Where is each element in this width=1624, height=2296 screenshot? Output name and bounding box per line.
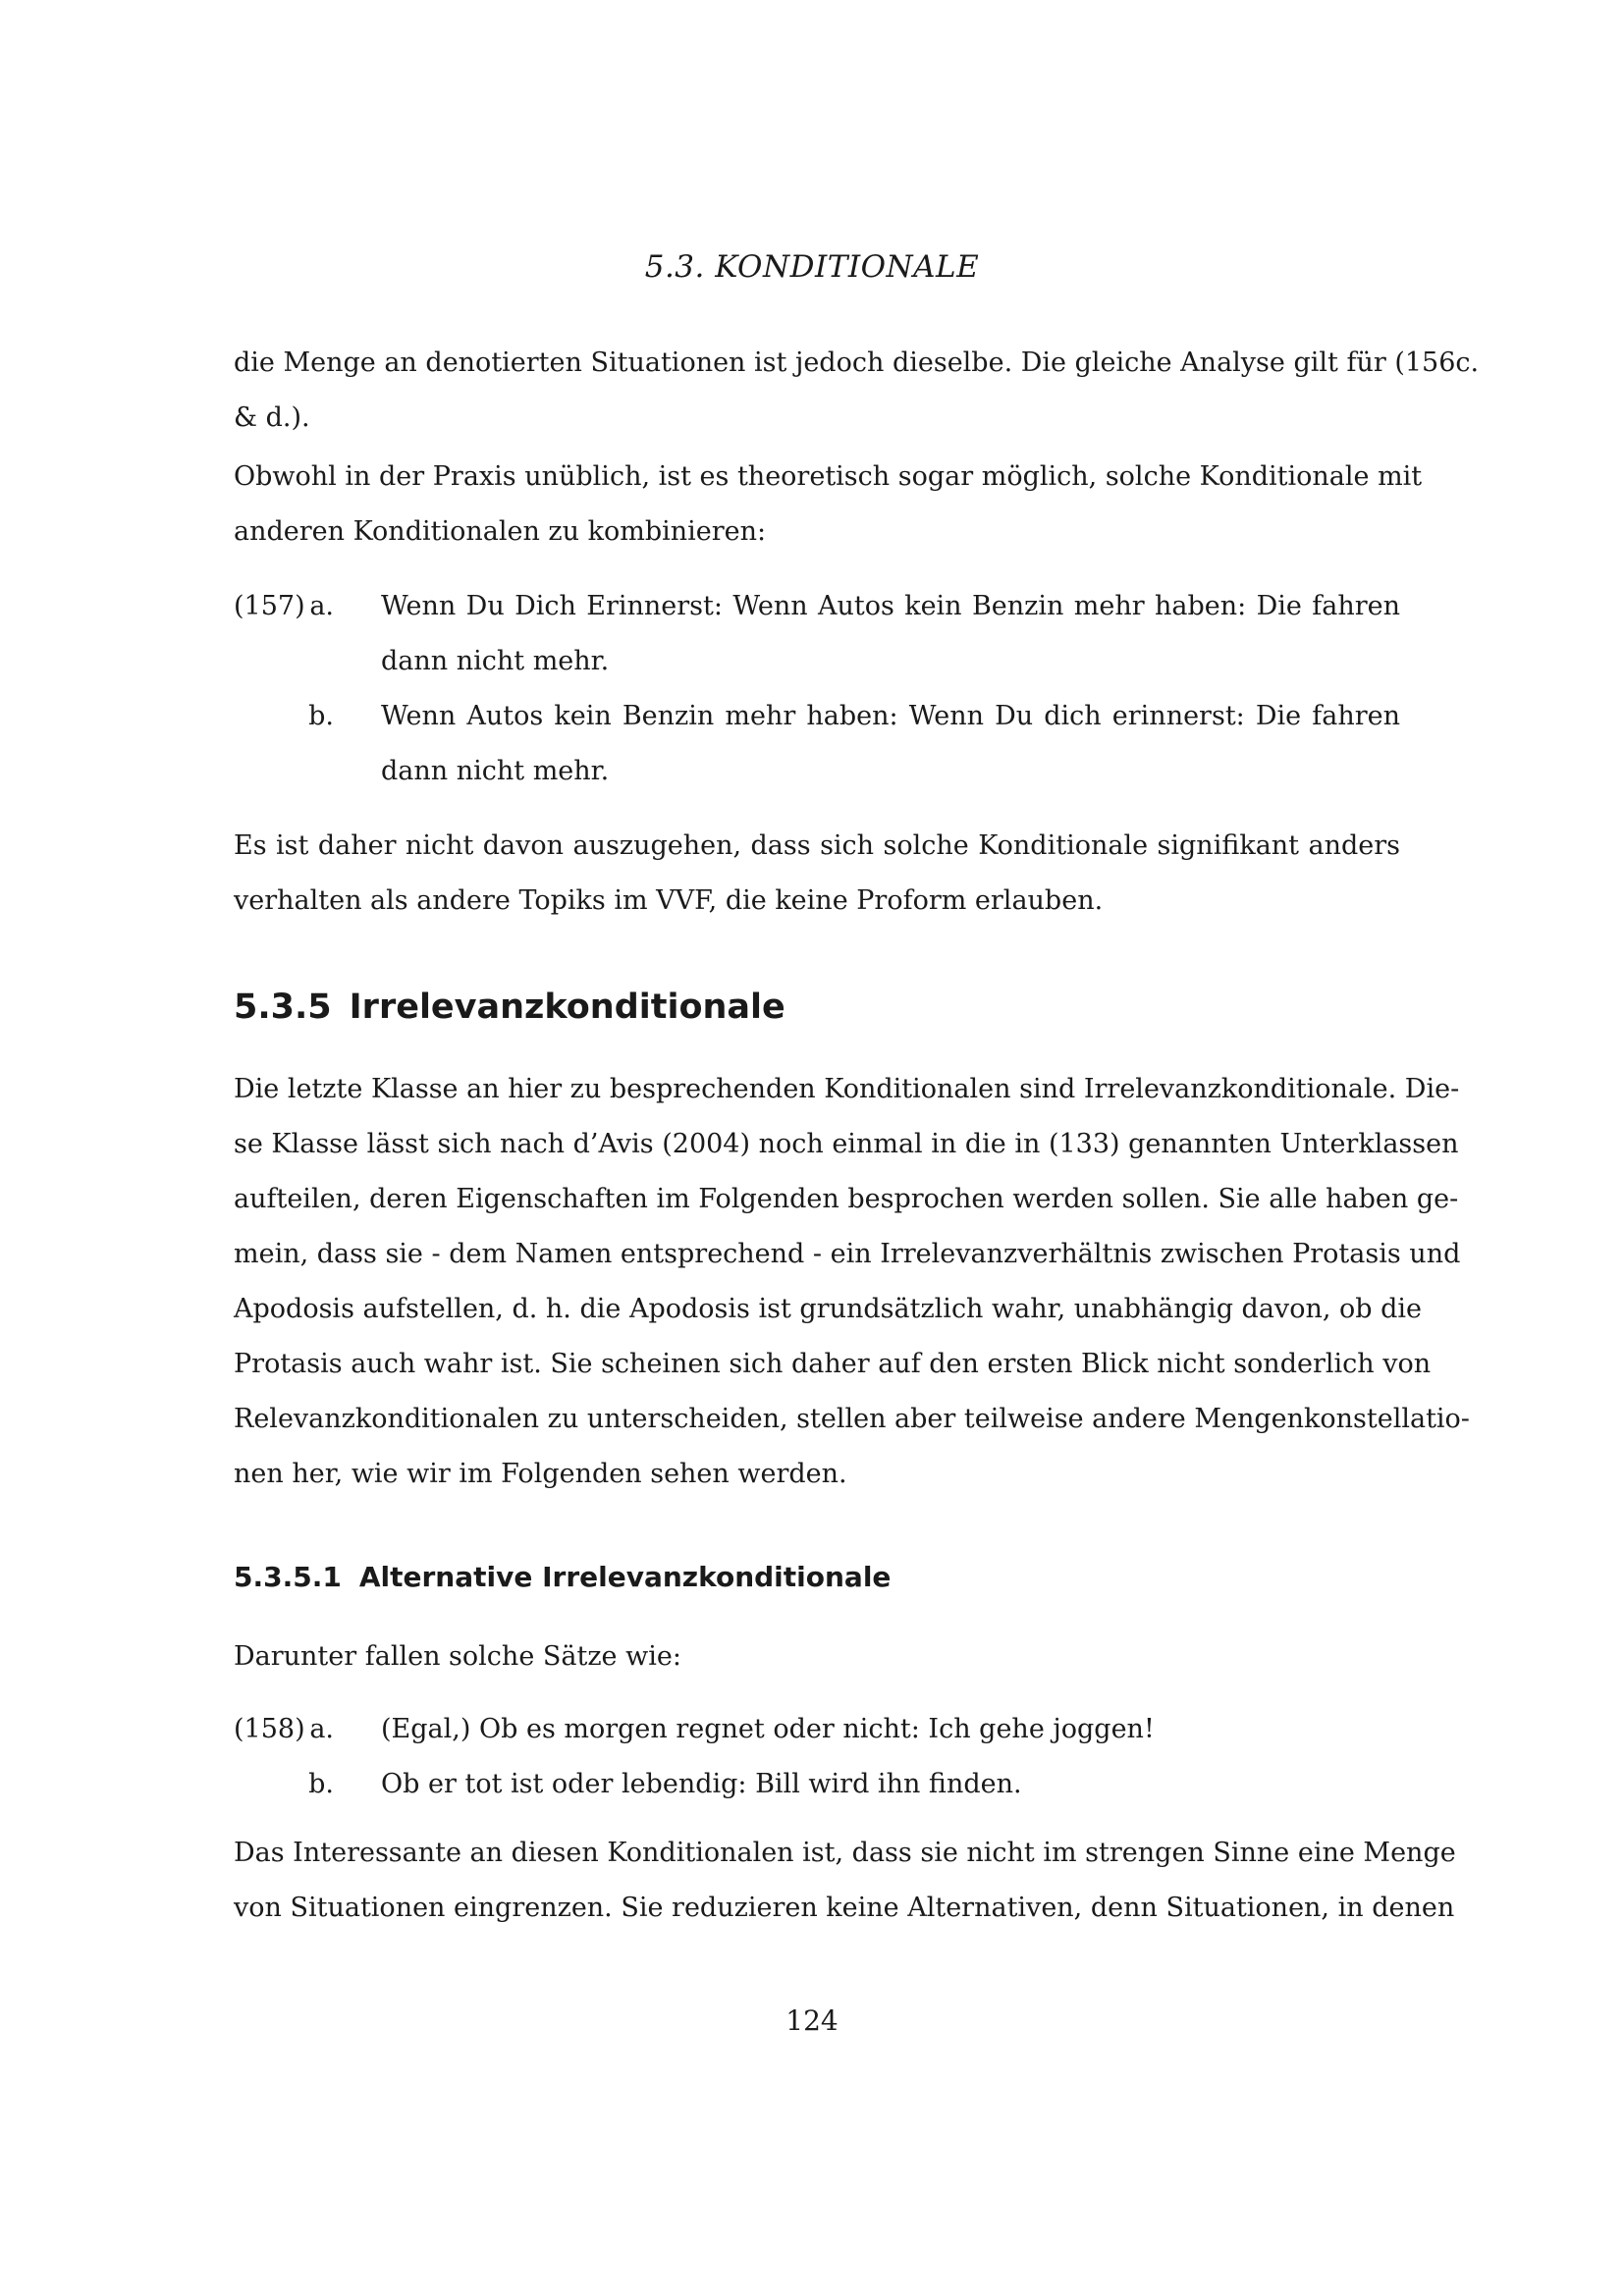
paragraph bbox=[234, 450, 1423, 560]
text-line: Die letzte Klasse an hier zu besprechenden Konditionalen sind Irrelevanzkonditionale. Die- bbox=[234, 1074, 1460, 1104]
example-letter: a. bbox=[309, 1714, 334, 1744]
example-text-line: dann nicht mehr. bbox=[381, 756, 610, 786]
text-line: mein, dass sie - dem Namen entsprechend - ein Irrelevanzverhältnis zwischen Protasis und bbox=[234, 1239, 1461, 1269]
text-line: aufteilen, deren Eigenschaften im Folgenden besprochen werden sollen. Sie alle haben ge- bbox=[234, 1184, 1459, 1214]
paragraph bbox=[234, 819, 1400, 929]
example-text-line: (Egal,) Ob es morgen regnet oder nicht: Ich gehe joggen! bbox=[381, 1714, 1155, 1744]
example-number: (157) bbox=[234, 591, 305, 621]
paragraph bbox=[234, 1629, 1400, 1684]
text-line: Obwohl in der Praxis unüblich, ist es theoretisch sogar möglich, solche Konditionale mit bbox=[234, 461, 1423, 492]
paragraph bbox=[234, 336, 1480, 446]
subsection-number: 5.3.5.1 bbox=[234, 1561, 342, 1593]
section-heading bbox=[234, 988, 785, 1027]
paragraph bbox=[234, 1062, 1470, 1502]
example-text-line: Wenn Autos kein Benzin mehr haben: Wenn Du dich erinnerst: Die fahren bbox=[381, 701, 1400, 731]
example-157 bbox=[234, 579, 1400, 799]
example-letter: b. bbox=[308, 1769, 334, 1799]
example-letter: a. bbox=[309, 591, 334, 621]
running-head: 5.3. KONDITIONALE bbox=[644, 249, 980, 285]
example-text-line: Ob er tot ist oder lebendig: Bill wird ihn finden. bbox=[381, 1769, 1022, 1799]
text-line: Relevanzkonditionalen zu unterscheiden, stellen aber teilweise andere Mengenkonstellatio- bbox=[234, 1404, 1470, 1434]
subsection-title: Alternative Irrelevanzkonditionale bbox=[358, 1561, 892, 1593]
paragraph bbox=[234, 1826, 1456, 1936]
section-title: Irrelevanzkonditionale bbox=[349, 988, 785, 1027]
text-line: & d.). bbox=[234, 402, 310, 433]
text-line: nen her, wie wir im Folgenden sehen werden. bbox=[234, 1459, 847, 1489]
text-line: Es ist daher nicht davon auszugehen, dass sich solche Konditionale signifikant anders bbox=[234, 830, 1400, 861]
example-text-line: dann nicht mehr. bbox=[381, 646, 610, 676]
text-line: Protasis auch wahr ist. Sie scheinen sich daher auf den ersten Blick nicht sonderlich von bbox=[234, 1349, 1432, 1379]
section-number: 5.3.5 bbox=[234, 988, 332, 1027]
text-line: anderen Konditionalen zu kombinieren: bbox=[234, 516, 767, 547]
text-line: die Menge an denotierten Situationen ist jedoch dieselbe. Die gleiche Analyse gilt für (156c. bbox=[234, 347, 1480, 378]
subsection-heading bbox=[234, 1561, 891, 1593]
example-number: (158) bbox=[234, 1714, 305, 1744]
page-number: 124 bbox=[785, 2004, 839, 2037]
text-line: Apodosis aufstellen, d. h. die Apodosis ist grundsätzlich wahr, unabhängig davon, ob die bbox=[234, 1294, 1423, 1324]
text-line: Das Interessante an diesen Konditionalen ist, dass sie nicht im strengen Sinne eine Menge bbox=[234, 1838, 1456, 1868]
text-line: se Klasse lässt sich nach d’Avis (2004) noch einmal in die in (133) genannten Unterklassen bbox=[234, 1129, 1459, 1159]
example-158 bbox=[234, 1702, 1400, 1812]
example-letter: b. bbox=[308, 701, 334, 731]
text-line: verhalten als andere Topiks im VVF, die keine Proform erlauben. bbox=[234, 885, 1104, 916]
text-line: Darunter fallen solche Sätze wie: bbox=[234, 1641, 681, 1672]
text-line: von Situationen eingrenzen. Sie reduzieren keine Alternativen, denn Situationen, in denen bbox=[234, 1893, 1455, 1923]
example-text-line: Wenn Du Dich Erinnerst: Wenn Autos kein Benzin mehr haben: Die fahren bbox=[381, 591, 1400, 621]
